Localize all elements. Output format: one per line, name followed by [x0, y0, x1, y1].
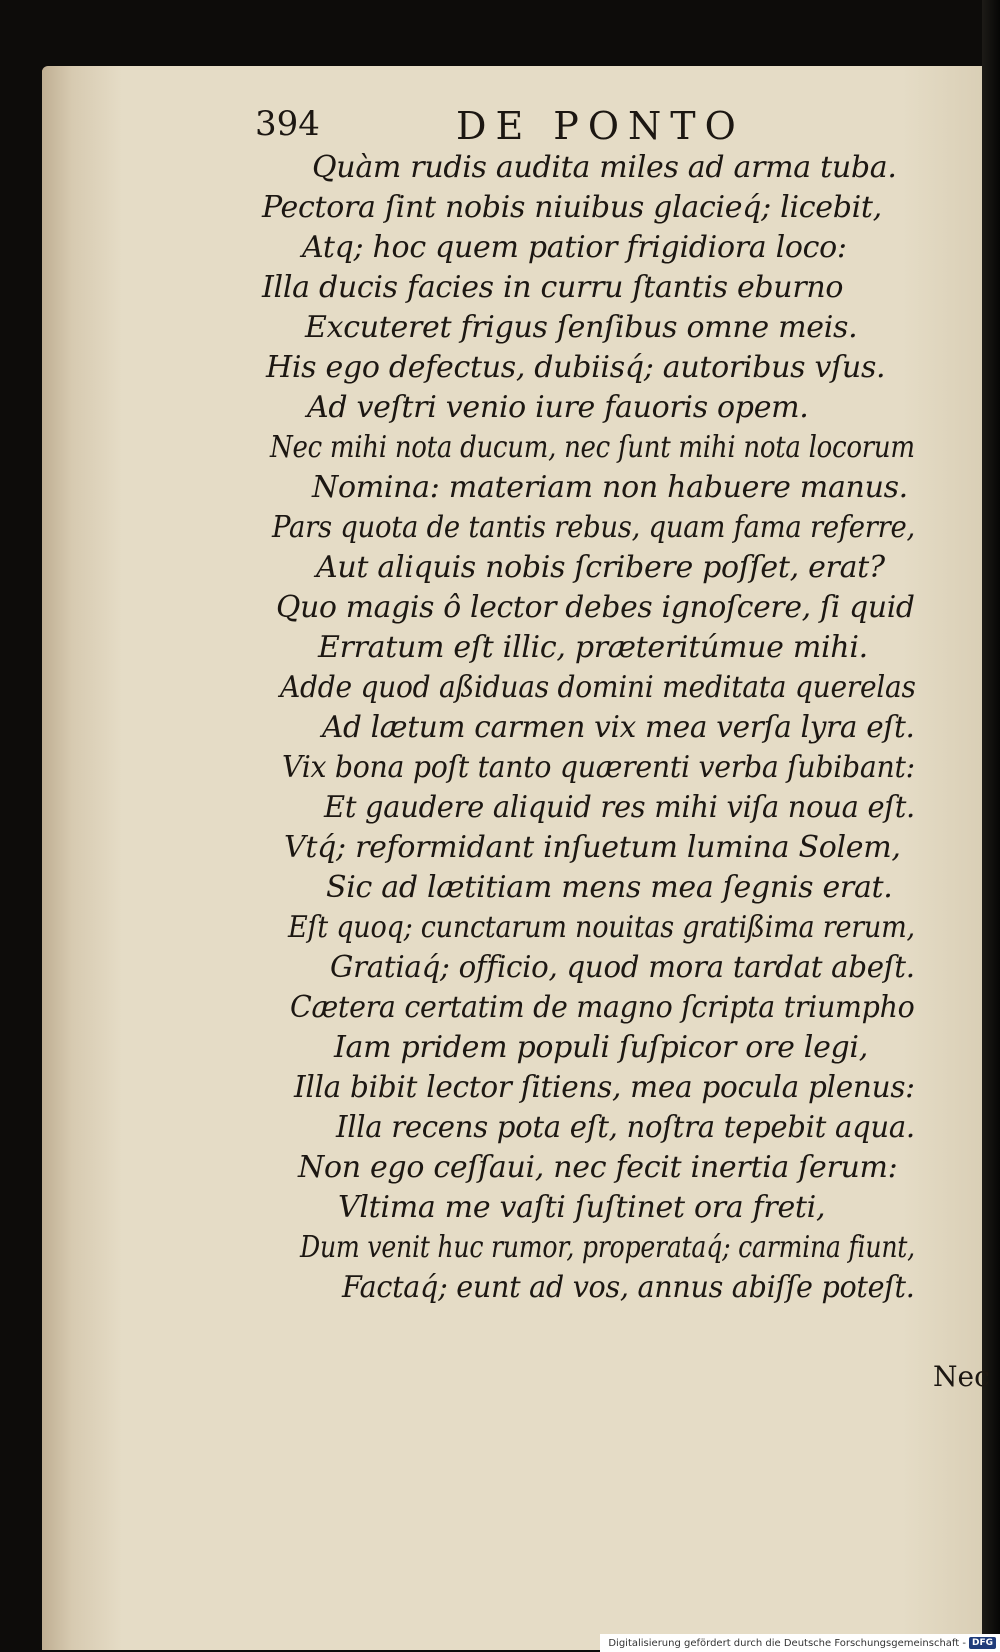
verse-line: Illa bibit lector ſitiens, mea pocula plenus:	[294, 1070, 915, 1105]
verse-line: Atq; hoc quem patior frigidiora loco:	[302, 230, 847, 265]
verse-line: Nomina: materiam non habuere manus.	[312, 470, 908, 505]
book-gutter	[982, 0, 1000, 1652]
verse-line: Adde quod aßiduas domini meditata querelas	[280, 670, 916, 705]
verse-line: Illa ducis facies in curru ſtantis eburno	[262, 270, 844, 305]
verse-line: Cætera certatim de magno ſcripta triumpho	[290, 990, 915, 1025]
verse-line: Factaq́; eunt ad vos, annus abiſſe poteſt.	[342, 1270, 915, 1305]
verse-line: Quàm rudis audita miles ad arma tuba.	[312, 150, 897, 185]
page-number: 394	[255, 104, 320, 144]
verse-line: His ego defectus, dubiisq́; autoribus vſus.	[266, 350, 886, 385]
verse-line: Non ego ceſſaui, nec fecit inertia ſerum:	[298, 1150, 898, 1185]
verse-line: Vix bona poſt tanto quærenti verba ſubibant:	[282, 750, 915, 785]
dfg-logo: DFG	[969, 1637, 996, 1649]
verse-line: Illa recens pota eſt, noſtra tepebit aqua.	[336, 1110, 915, 1145]
verse-line: Vtq́; reformidant inſuetum lumina Solem,	[284, 830, 901, 865]
verse-line: Pars quota de tantis rebus, quam fama referre,	[272, 510, 915, 545]
verse-line: Vltima me vaſti ſuſtinet ora freti,	[338, 1190, 826, 1225]
verse-line: Quo magis ô lector debes ignoſcere, ſi quid	[276, 590, 915, 625]
verse-line: Ad lætum carmen vix mea verſa lyra eſt.	[322, 710, 915, 745]
verse-line: Ad veſtri venio iure fauoris opem.	[307, 390, 809, 425]
verse-line: Gratiaq́; officio, quod mora tardat abeſt.	[330, 950, 915, 985]
verse-line: Dum venit huc rumor, properataq́; carmina fiunt,	[300, 1230, 915, 1265]
footer-credit: Digitalisierung gefördert durch die Deutsche Forschungsgemeinschaft -	[608, 1637, 966, 1649]
verse-line: Sic ad lætitiam mens mea ſegnis erat.	[326, 870, 893, 905]
verse-line: Erratum eſt illic, præteritúmue mihi.	[318, 630, 868, 665]
verse-line: Iam pridem populi ſuſpicor ore legi,	[334, 1030, 868, 1065]
verse-line: Nec mihi nota ducum, nec ſunt mihi nota locorum	[270, 430, 915, 465]
catchword: Nec	[933, 1360, 990, 1393]
verse-line: Aut aliquis nobis ſcribere poſſet, erat?	[316, 550, 885, 585]
running-title: DE PONTO	[456, 104, 745, 148]
verse-line: Eſt quoq; cunctarum nouitas gratißima rerum,	[288, 910, 915, 945]
digitization-footer	[600, 1634, 1000, 1652]
page-header	[0, 104, 1000, 154]
verse-line: Et gaudere aliquid res mihi viſa noua eſt.	[324, 790, 915, 825]
verse-line: Excuteret frigus ſenſibus omne meis.	[305, 310, 858, 345]
verse-line: Pectora ſint nobis niuibus glacieq́; licebit,	[262, 190, 882, 225]
